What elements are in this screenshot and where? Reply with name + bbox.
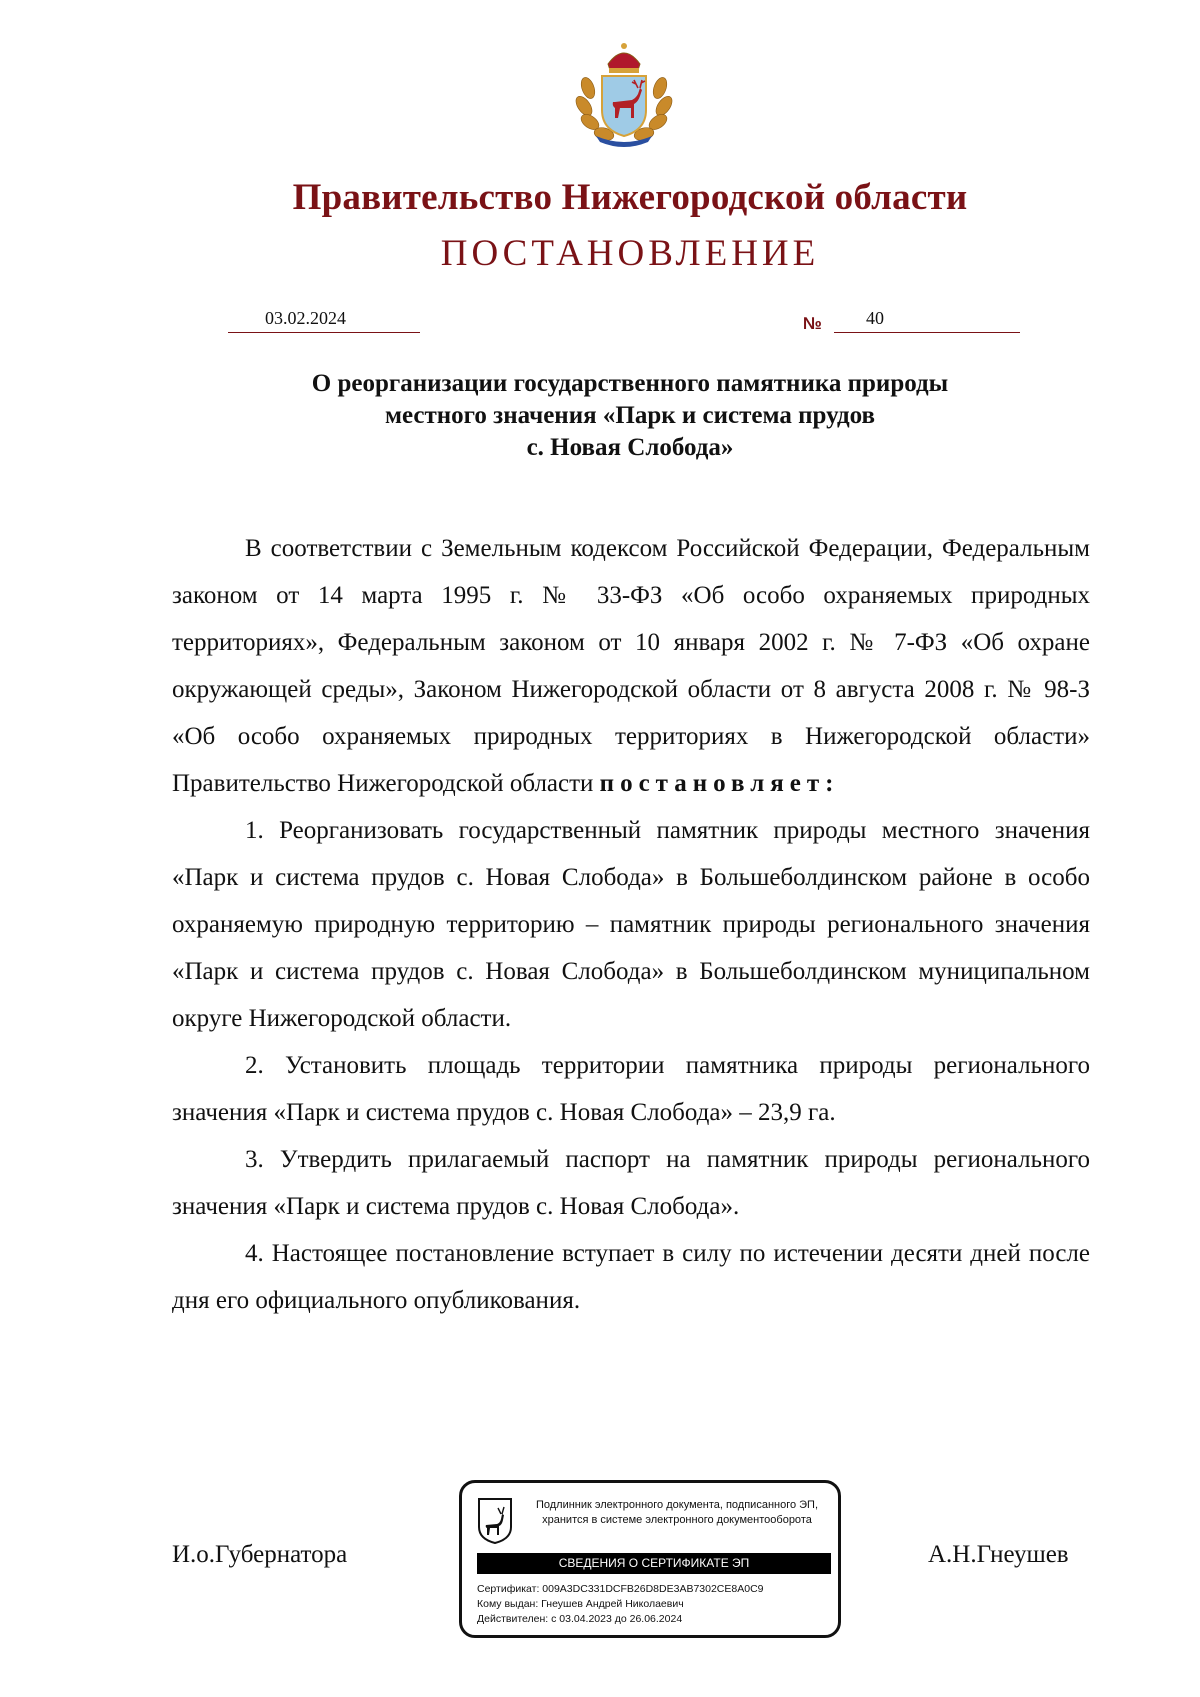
signer-position: И.о.Губернатора — [172, 1541, 348, 1568]
certificate-header: СВЕДЕНИЯ О СЕРТИФИКАТЕ ЭП — [477, 1553, 831, 1574]
coat-of-arms-emblem — [568, 38, 680, 150]
document-date: 03.02.2024 — [265, 308, 346, 328]
date-underline — [228, 332, 420, 333]
list-item: 4. Настоящее постановление вступает в силу по истечении десяти дней после дня его официального опубликования. — [172, 1240, 1090, 1314]
decree-word: постановляет: — [599, 770, 840, 797]
stamp-caption: Подлинник электронного документа, подписанного ЭП, — [535, 1499, 819, 1511]
certificate-id: Сертификат: 009A3DC331DCFB26D8DE3AB7302CE8A0C9 — [477, 1583, 764, 1595]
certificate-owner: Кому выдан: Гнеушев Андрей Николаевич — [477, 1598, 684, 1610]
preamble-paragraph — [172, 525, 1090, 807]
signer-name: А.Н.Гнеушев — [928, 1541, 1069, 1568]
stamp-caption: хранится в системе электронного документооборота — [542, 1514, 812, 1526]
document-number: 40 — [866, 308, 884, 328]
deer-emblem-icon — [477, 1497, 513, 1545]
number-sign: № — [803, 314, 822, 333]
list-item: 2. Установить площадь территории памятника природы регионального значения «Парк и система прудов с. Новая Слобода» – 23,9 га. — [172, 1052, 1090, 1126]
title-line: местного значения «Парк и система прудов — [384, 402, 876, 429]
electronic-signature-stamp — [459, 1480, 841, 1638]
document-type: ПОСТАНОВЛЕНИЕ — [440, 233, 820, 274]
document-title — [0, 368, 1200, 464]
number-underline — [834, 332, 1020, 333]
document-body — [172, 525, 1090, 1324]
list-item: 3. Утвердить прилагаемый паспорт на памятник природы регионального значения «Парк и система прудов с. Новая Слобода». — [172, 1146, 1090, 1220]
certificate-validity: Действителен: с 03.04.2023 до 26.06.2024 — [477, 1613, 683, 1625]
title-line: с. Новая Слобода» — [526, 434, 734, 461]
title-line: О реорганизации государственного памятника природы — [311, 370, 949, 397]
organization-name: Правительство Нижегородской области — [292, 177, 968, 218]
preamble-text: В соответствии с Земельным кодексом Российской Федерации, Федеральным законом от 14 марта 1995 г. № 33-ФЗ «Об особо охраняемых природных территориях», Федеральным законом от 10 января 2002 г. № 7-ФЗ «Об охране окружающей среды», Законом Нижегородской области от 8 августа 2008 г. № 98-З «Об особо охраняемых природных территориях в Нижегородской области» Правительство Нижегородской области — [172, 535, 1090, 797]
list-item: 1. Реорганизовать государственный памятник природы местного значения «Парк и система прудов с. Новая Слобода» в Большеболдинском районе в особо охраняемую природную территорию – памятник природы регионального значения «Парк и система прудов с. Новая Слобода» в Большеболдинском муниципальном округе Нижегородской области. — [172, 817, 1090, 1032]
